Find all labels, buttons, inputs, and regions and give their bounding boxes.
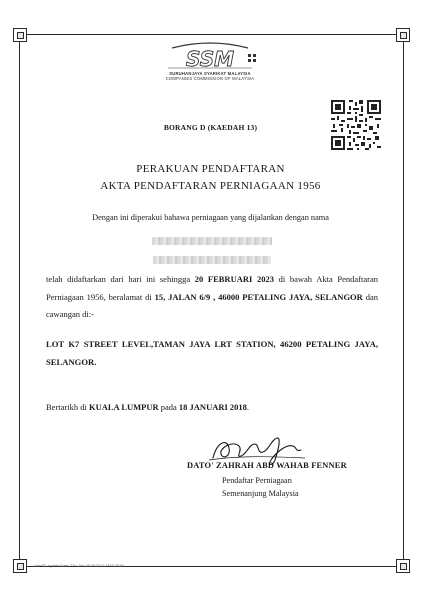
registration-paragraph (46, 271, 378, 324)
svg-text:SSM: SSM (186, 47, 234, 71)
expiry-date: 20 FEBRUARI 2023 (194, 274, 274, 284)
form-code: BORANG D (KAEDAH 13) (163, 123, 258, 132)
dated-text-3: . (246, 402, 250, 412)
business-address: 15, JALAN 6/9 , 46000 PETALING JAYA, SELANGOR (154, 291, 363, 302)
signer-name: DATO' ZAHRAH ABD WAHAB FENNER (187, 461, 347, 470)
footer-print-info: UserID: syahirr Date: Thu Jan 18 09:27:11 MYT 2018 (34, 564, 124, 568)
corner-ornament-top-right (396, 28, 410, 42)
intro-statement: Dengan ini diperakui bahawa perniagaan yang dijalankan dengan nama (92, 213, 329, 222)
signer-title: Pendaftar Perniagaan (222, 476, 292, 485)
registration-text-1: telah didaftarkan dari hari ini sehingga (46, 274, 195, 284)
corner-ornament-bottom-right (396, 559, 410, 573)
signer-region: Semenanjung Malaysia (222, 489, 299, 498)
dated-text-1: Bertarikh di (46, 402, 89, 412)
logo-text-malay: SURUHANJAYA SYARIKAT MALAYSIA (169, 71, 251, 76)
issue-date: 18 JANUARI 2018 (178, 402, 247, 412)
registration-text-2: di bawah Akta Pendaftaran Perniagaan 1956, beralamat di (46, 274, 378, 302)
corner-ornament-bottom-left (13, 559, 27, 573)
ssm-logo-icon (150, 42, 270, 72)
dated-line (46, 402, 249, 412)
certificate-title: PERAKUAN PENDAFTARAN (136, 163, 285, 175)
corner-ornament-top-left (13, 28, 27, 42)
branch-address: LOT K7 STREET LEVEL,TAMAN JAYA LRT STATION, 46200 PETALING JAYA, SELANGOR. (46, 339, 378, 367)
issue-place: KUALA LUMPUR (88, 402, 159, 412)
redacted-registration-number (153, 256, 271, 264)
logo-text-english: COMPANIES COMMISSION OF MALAYSIA (165, 76, 255, 81)
ssm-logo (150, 42, 270, 90)
dated-text-2: pada (158, 402, 179, 412)
registration-text-3: dan cawangan di:- (46, 291, 378, 319)
certificate-subtitle: AKTA PENDAFTARAN PERNIAGAAN 1956 (100, 180, 321, 192)
redacted-business-name (152, 237, 272, 245)
